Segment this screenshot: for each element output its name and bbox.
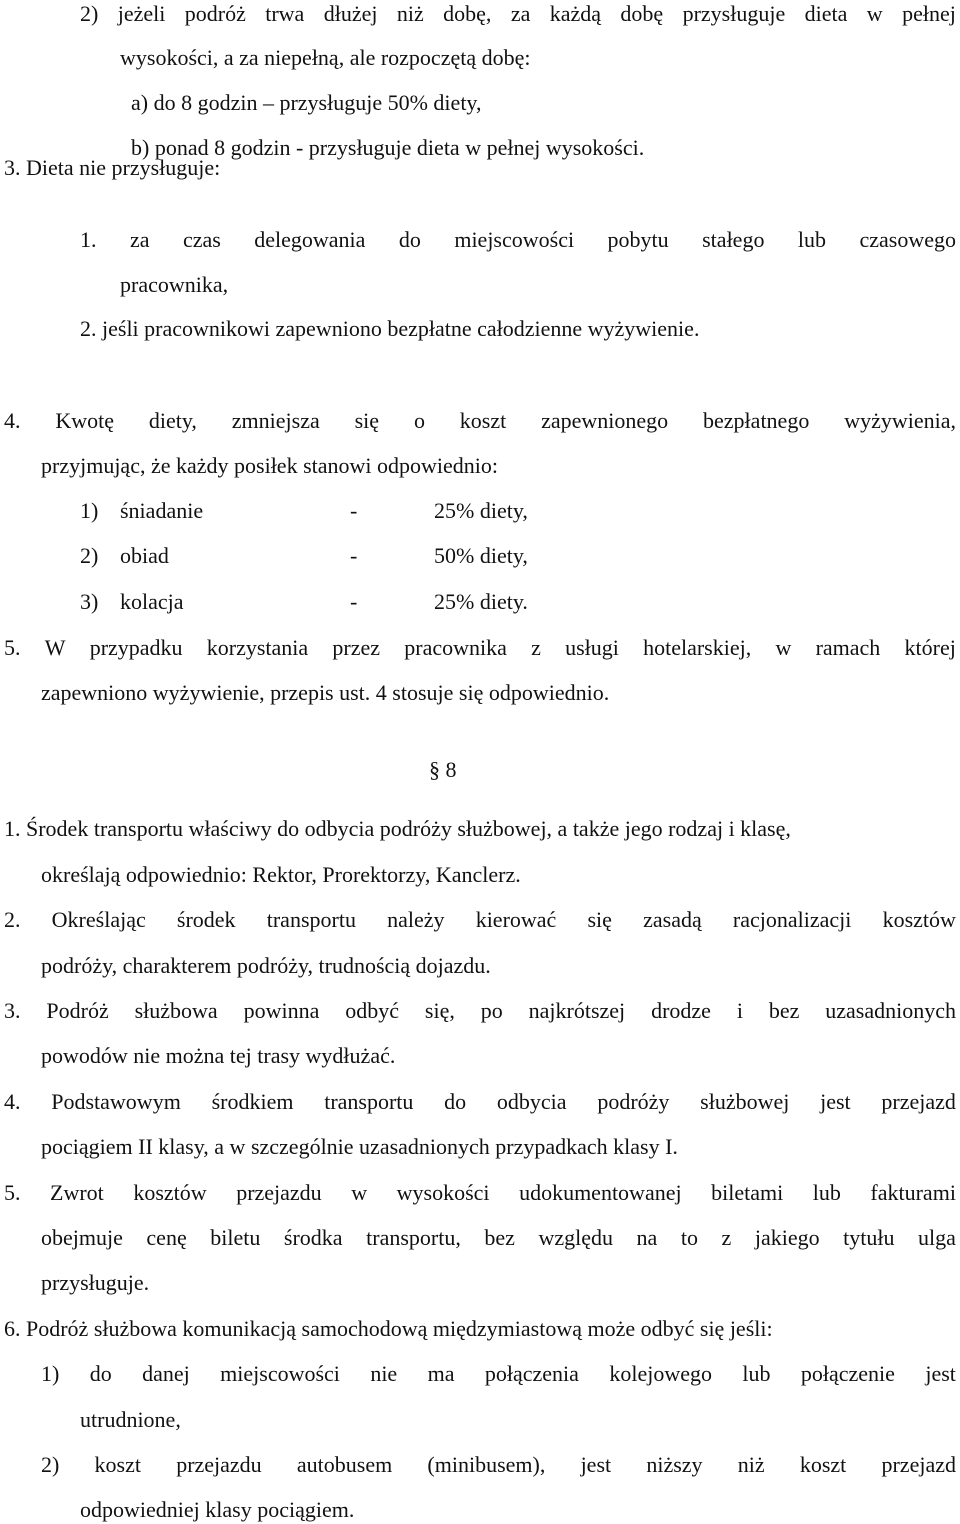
para5-line1: [4, 635, 956, 661]
word: ma: [427, 1361, 455, 1386]
s8-item6-sub2-line1: [41, 1452, 956, 1478]
word: do: [89, 1361, 112, 1386]
meal-dash: -: [350, 589, 358, 614]
s8-item6-sub2-line2: odpowiedniej klasy pociągiem.: [80, 1497, 355, 1522]
word: fakturami: [870, 1180, 956, 1205]
word: odbyć: [345, 998, 400, 1023]
word: miejscowości: [220, 1361, 340, 1386]
word: drodze: [651, 998, 711, 1023]
word: za: [129, 227, 150, 252]
word: kosztów: [133, 1180, 207, 1205]
word: wysokości: [396, 1180, 490, 1205]
meal-row: [80, 589, 528, 615]
word: niż: [396, 1, 424, 26]
word: należy: [387, 907, 445, 932]
item2-a: a) do 8 godzin – przysługuje 50% diety,: [131, 90, 482, 115]
word: każdą: [549, 1, 602, 26]
word: transportu: [324, 1089, 414, 1114]
word: się: [587, 907, 612, 932]
word: Kwotę: [55, 408, 115, 433]
word: uzasadnionych: [825, 998, 956, 1023]
word: dieta: [804, 1, 848, 26]
word: czasowego: [859, 227, 956, 252]
word: ramach: [815, 635, 881, 660]
word: lub: [797, 227, 827, 252]
item2-b: b) ponad 8 godzin - przysługuje dieta w pełnej wysokości.: [131, 135, 645, 160]
word: 5.: [4, 635, 21, 660]
word: dobę,: [443, 1, 492, 26]
word: środka: [283, 1225, 343, 1250]
s8-item4-line1: [4, 1089, 956, 1115]
word: przysługuje: [682, 1, 786, 26]
item2-line1: [80, 1, 956, 27]
word: powinna: [243, 998, 320, 1023]
word: pełnej: [902, 1, 956, 26]
word: przejazd: [881, 1452, 956, 1477]
word: 1.: [80, 227, 97, 252]
word: diety,: [148, 408, 197, 433]
word: 2.: [4, 907, 21, 932]
word: wyżywienia,: [844, 408, 956, 433]
word: pracownika: [404, 635, 507, 660]
word: zapewnionego: [541, 408, 669, 433]
word: z: [531, 635, 541, 660]
s8-item1-line2: określają odpowiednio: Rektor, Prorektorzy, Kanclerz.: [41, 862, 521, 887]
word: przez: [332, 635, 381, 660]
para4-line1: [4, 408, 956, 434]
word: trwa: [265, 1, 305, 26]
s8-item4-line2: pociągiem II klasy, a w szczególnie uzasadnionych przypadkach klasy I.: [41, 1134, 678, 1159]
s8-item5-line3: przysługuje.: [41, 1270, 150, 1295]
meal-name: śniadanie: [120, 498, 204, 523]
word: lub: [812, 1180, 841, 1205]
word: (minibusem),: [427, 1452, 546, 1477]
word: koszt: [459, 408, 507, 433]
word: do: [398, 227, 421, 252]
word: w: [866, 1, 883, 26]
meal-value: 50% diety,: [434, 543, 528, 568]
para5-line2: zapewniono wyżywienie, przepis ust. 4 stosuje się odpowiednio.: [41, 680, 610, 705]
word: środek: [176, 907, 236, 932]
word: służbowa: [134, 998, 218, 1023]
word: i: [736, 998, 743, 1023]
word: dłużej: [323, 1, 378, 26]
word: Zwrot: [50, 1180, 104, 1205]
word: najkrótszej: [528, 998, 626, 1023]
word: bez: [484, 1225, 515, 1250]
word: stałego: [702, 227, 765, 252]
s8-item6: 6. Podróż służbowa komunikacją samochodową międzymiastową może odbyć się jeśli:: [4, 1316, 773, 1341]
word: po: [480, 998, 503, 1023]
meal-value: 25% diety.: [434, 589, 528, 614]
word: odbycia: [496, 1089, 567, 1114]
word: 3.: [4, 998, 21, 1023]
word: względu: [538, 1225, 613, 1250]
word: do: [444, 1089, 467, 1114]
word: o: [413, 408, 425, 433]
item2-line2: wysokości, a za niepełną, ale rozpoczętą dobę:: [120, 45, 531, 70]
word: środkiem: [211, 1089, 294, 1114]
s8-item3-line1: [4, 998, 956, 1024]
word: koszt: [799, 1452, 847, 1477]
word: lub: [742, 1361, 771, 1386]
word: której: [904, 635, 956, 660]
word: transportu,: [366, 1225, 461, 1250]
word: za: [510, 1, 531, 26]
word: się: [354, 408, 380, 433]
word: przejazd: [881, 1089, 956, 1114]
word: biletami: [711, 1180, 784, 1205]
s8-item2-line1: [4, 907, 956, 933]
word: czas: [182, 227, 221, 252]
word: niższy: [646, 1452, 703, 1477]
word: udokumentowanej: [519, 1180, 682, 1205]
meal-value: 25% diety,: [434, 498, 528, 523]
word: Określając: [51, 907, 146, 932]
meal-dash: -: [350, 543, 358, 568]
word: miejscowości: [454, 227, 575, 252]
meal-num: 3): [80, 589, 99, 614]
word: przypadku: [89, 635, 183, 660]
word: biletu: [210, 1225, 261, 1250]
para3-item1-line1: [80, 227, 956, 253]
word: to: [680, 1225, 698, 1250]
word: służbowej: [700, 1089, 790, 1114]
s8-item6-sub1-line1: [41, 1361, 956, 1387]
word: na: [636, 1225, 658, 1250]
meal-num: 2): [80, 543, 99, 568]
word: korzystania: [206, 635, 309, 660]
para3-item1-line2: pracownika,: [120, 272, 229, 297]
word: 5.: [4, 1180, 21, 1205]
word: jest: [925, 1361, 956, 1386]
word: w: [351, 1180, 368, 1205]
para3-title: 3. Dieta nie przysługuje:: [4, 155, 221, 180]
word: hotelarskiej,: [643, 635, 752, 660]
word: 4.: [4, 408, 21, 433]
word: delegowania: [254, 227, 366, 252]
word: jest: [820, 1089, 851, 1114]
word: danej: [142, 1361, 190, 1386]
word: kierować: [475, 907, 557, 932]
word: połączenie: [800, 1361, 895, 1386]
s8-item5-line2: [41, 1225, 956, 1251]
word: podróż: [184, 1, 246, 26]
s8-item1-line1: 1. Środek transportu właściwy do odbycia podróży służbowej, a także jego rodzaj i klasę,: [4, 816, 791, 841]
word: połączenia: [484, 1361, 579, 1386]
word: koszt: [94, 1452, 141, 1477]
word: nie: [370, 1361, 398, 1386]
word: zmniejsza: [231, 408, 320, 433]
meal-row: [80, 543, 528, 569]
word: w: [775, 635, 792, 660]
word: Podstawowym: [51, 1089, 181, 1114]
meal-dash: -: [350, 498, 358, 523]
word: racjonalizacji: [732, 907, 852, 932]
section-heading: § 8: [429, 757, 457, 782]
word: transportu: [266, 907, 356, 932]
meal-num: 1): [80, 498, 99, 523]
word: ulga: [918, 1225, 956, 1250]
word: podróży: [597, 1089, 670, 1114]
s8-item3-line2: powodów nie można tej trasy wydłużać.: [41, 1043, 396, 1068]
para3-item2: 2. jeśli pracownikowi zapewniono bezpłatne całodzienne wyżywienie.: [80, 316, 700, 341]
word: bezpłatnego: [703, 408, 810, 433]
word: 1): [41, 1361, 60, 1386]
word: się,: [424, 998, 455, 1023]
word: zasadą: [643, 907, 702, 932]
word: jakiego: [754, 1225, 820, 1250]
word: 4.: [4, 1089, 21, 1114]
word: cenę: [146, 1225, 187, 1250]
word: usługi: [565, 635, 619, 660]
word: pobytu: [607, 227, 669, 252]
word: obejmuje: [41, 1225, 123, 1250]
word: kosztów: [882, 907, 956, 932]
word: autobusem: [296, 1452, 393, 1477]
word: niż: [737, 1452, 765, 1477]
s8-item2-line2: podróży, charakterem podróży, trudnością dojazdu.: [41, 953, 491, 978]
word: dobę: [620, 1, 664, 26]
word: kolejowego: [609, 1361, 712, 1386]
word: 2): [80, 1, 99, 26]
word: tytułu: [843, 1225, 895, 1250]
word: przejazdu: [236, 1180, 322, 1205]
meal-name: kolacja: [120, 589, 184, 614]
word: przejazdu: [176, 1452, 262, 1477]
word: 2): [41, 1452, 60, 1477]
word: W: [44, 635, 66, 660]
word: Podróż: [46, 998, 109, 1023]
word: z: [721, 1225, 732, 1250]
word: jest: [580, 1452, 612, 1477]
s8-item6-sub1-line2: utrudnione,: [80, 1407, 181, 1432]
meal-name: obiad: [120, 543, 169, 568]
para4-line2: przyjmując, że każdy posiłek stanowi odpowiednio:: [41, 453, 498, 478]
word: jeżeli: [117, 1, 166, 26]
word: bez: [768, 998, 800, 1023]
s8-item5-line1: [4, 1180, 956, 1206]
meal-row: [80, 498, 528, 524]
